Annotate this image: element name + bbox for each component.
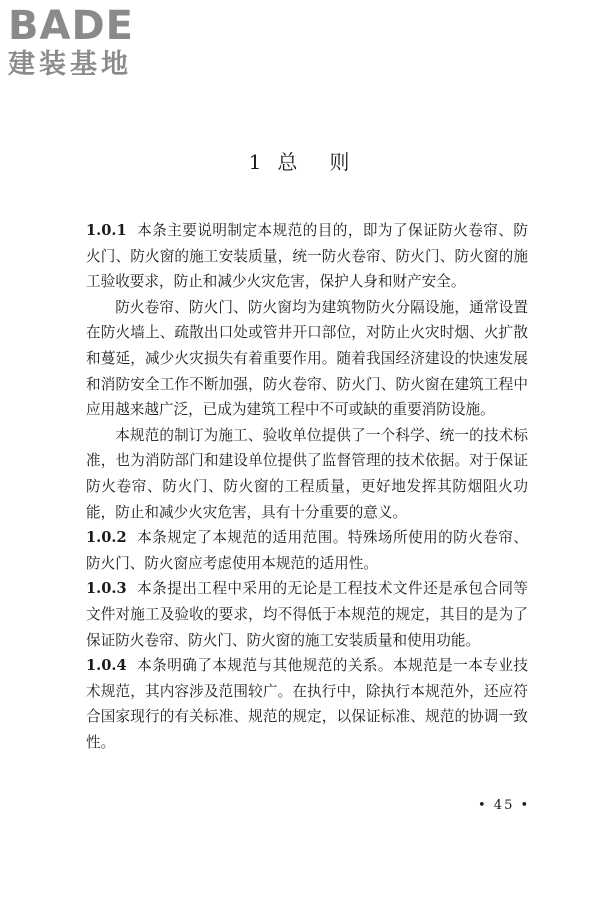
clause-1-0-3 (86, 576, 528, 653)
bade-logo (8, 4, 178, 90)
logo-chinese-text: 建装基地 (8, 49, 132, 80)
page-number: • 45 • (478, 798, 531, 813)
chapter-title-part1: 总 (277, 150, 300, 174)
paragraph-text: 本规范的制订为施工、验收单位提供了一个科学、统一的技术标准，也为消防部门和建设单位提供了监督管理的技术依据。对于保证防火卷帘、防火门、防火窗的工程质量，更好地发挥其防烟阻火功能，防止和减少火灾危害，具有十分重要的意义。 (86, 426, 528, 521)
clause-number: 1.0.2 (86, 529, 127, 547)
paragraph-text: 防火卷帘、防火门、防火窗均为建筑物防火分隔设施，通常设置在防火墙上、疏散出口处或管井开口部位，对防止火灾时烟、火扩散和蔓延，减少火灾损失有着重要作用。随着我国经济建设的快速发展和消防安全工作不断加强，防火卷帘、防火门、防火窗在建筑工程中应用越来越广泛，已成为建筑工程中不可或缺的重要消防设施。 (86, 298, 528, 419)
clause-text: 本条提出工程中采用的无论是工程技术文件还是承包合同等文件对施工及验收的要求，均不得低于本规范的规定，其目的是为了保证防火卷帘、防火门、防火窗的施工安装质量和使用功能。 (86, 580, 528, 649)
paragraph (86, 423, 528, 525)
chapter-title-part2: 则 (329, 150, 352, 174)
clause-number: 1.0.1 (86, 222, 127, 239)
clause-number: 1.0.4 (86, 657, 127, 675)
clause-text: 本条明确了本规范与其他规范的关系。本规范是一本专业技术规范，其内容涉及范围较广。在执行中，除执行本规范外，还应符合国家现行的有关标准、规范的规定，以保证标准、规范的协调一致性。 (86, 657, 528, 751)
clause-1-0-1 (86, 218, 528, 295)
clause-1-0-2 (86, 525, 528, 576)
chapter-number: 1 (248, 150, 264, 174)
document-body (86, 218, 528, 755)
clause-number: 1.0.3 (86, 580, 127, 598)
clause-text: 本条主要说明制定本规范的目的，即为了保证防火卷帘、防火门、防火窗的施工安装质量，统一防火卷帘、防火门、防火窗的施工验收要求，防止和减少火灾危害，保护人身和财产安全。 (86, 222, 528, 291)
paragraph (86, 295, 528, 423)
chapter-title (0, 146, 600, 175)
clause-text: 本条规定了本规范的适用范围。特殊场所使用的防火卷帘、防火门、防火窗应考虑使用本规范的适用性。 (86, 529, 528, 572)
clause-1-0-4 (86, 653, 528, 755)
logo-latin-text: BADE (8, 3, 134, 49)
